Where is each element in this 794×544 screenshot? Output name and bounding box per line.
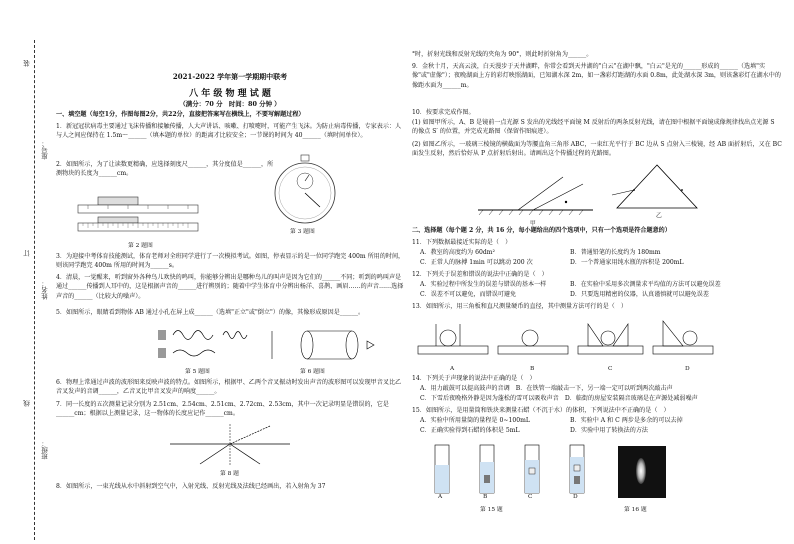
- figure-jia-label: 甲: [530, 221, 536, 227]
- question-4: 4．清晨，一觉醒来，听到窗外各种鸟儿欢快的鸣叫，你能够分辨出是哪种鸟儿的叫声是因为它们的______不同；听到的鸣叫声是通过______传播到人耳中的，这是根据声音的______进行辨别的；随着中学生体育中分辨出杨洋、喜鹊、画眉……的声音……选择声音的______（比较大的噪声）。: [56, 274, 404, 300]
- binding-char-1: 装: [23, 60, 31, 67]
- question-12-option-b: B．在实验中采用多次测量求平均值的方法可以避免误差: [570, 281, 721, 288]
- question-1: 1．新冠冠状病毒主要通过飞沫传播和接触传播，人大声讲话、咳嗽、打喷嚏时，可能产生飞沫。为防止病毒传播，专家表示：人与人之间应保持在 1.5m～______（填本题的单位）的距离才比较安全；一节课的时间为 40______（填时间单位）。: [56, 123, 402, 140]
- figure-8-refraction: [170, 424, 290, 466]
- question-14: 14．下列关于声现象的说法中正确的是（ ）: [412, 375, 536, 382]
- question-11-option-c: C．正常人的脉搏 1min 可以跳动 200 次: [420, 259, 533, 266]
- question-6: 6．物理上常通过声波的波形图来反映声波的特点。如图所示，根据甲、乙两个音叉振动时发出声音的波形图可以发现甲音叉比乙音叉发声的音调______，乙音叉比甲音叉发声的响度______。: [56, 379, 402, 396]
- figure-13-label-c: C: [608, 366, 613, 372]
- question-14-options-ab: A．用力敲鼓可以提高鼓声的音调 B．在铁管一端敲击一下，另一端一定可以听到两次敲击声: [420, 385, 673, 392]
- figure-2-caption: 第 2 题图: [128, 243, 153, 249]
- figure-15-caption: 第 15 题: [480, 507, 503, 513]
- question-15-option-c: C．正确实验得到石蜡的体积是 5mL: [420, 427, 520, 434]
- figure-15-cylinders: [425, 440, 605, 502]
- question-11-option-d: D．一个普通家用纯水瓶的容积是 200mL: [570, 259, 684, 266]
- exam-meta: （满分：70 分 时间：80 分钟 ）: [179, 100, 281, 108]
- figure-13-coins: [418, 316, 718, 364]
- figure-13-label-b: B: [530, 366, 535, 372]
- question-12-option-c: C．误差不可以避免，而错误可避免: [420, 291, 517, 298]
- question-5: 5．如图所示，眼睛看到物体 AB 通过小孔在屏上成______（选填"正立"或"倒立"）的像，其像形成原因是______。: [56, 309, 365, 316]
- figure-5-waveforms: [158, 326, 278, 364]
- question-11: 11．下列数据最接近实际的是（ ）: [412, 239, 512, 246]
- question-10-part1: (1) 如图甲所示，A、B 是镜前一点光源 S 发出的光线经平面镜 M 反射后的两条反射光线，请在图中根据平面镜成像规律找出点光源 S 的像点 S′ 的位置，并完成光路图（保留作图痕迹）。: [412, 119, 777, 136]
- question-9: 9．金秋十月，天高云淡，白天漫步于天井湖畔，你常会看到天井湖的"白云"在湖中飘，"白云"是光的______形成的______（选填"实像"或"虚像"）；夜晚湖面上方的彩灯映照湖面，已知湖水深 2m，如一盏彩灯距湖的水面 0.8m，此处湖水深 3m，则该盏彩灯在湖水中的像距水面为______m。: [412, 63, 781, 89]
- figure-15-label-a: A: [438, 494, 443, 500]
- figure-15-label-c: C: [528, 494, 533, 500]
- figure-yi-label: 乙: [656, 213, 662, 219]
- figure-3-caption: 第 3 题图: [290, 229, 315, 235]
- section2-heading: 二、选择题（每个题 2 分，共 16 分，每小题给出的四个选项中，只有一个选项是符合题意的）: [412, 227, 671, 234]
- seat-label: 座号：: [41, 140, 49, 160]
- binding-line: [34, 40, 35, 540]
- question-15-option-a: A．实验中所用量筒的量程是 0~100mL: [420, 417, 530, 424]
- figure-6-pinhole: [262, 326, 382, 364]
- question-3: 3．为迎接中考体育技能测试，体育老师对全班同学进行了一次模拟考试。如图，停表显示的是一位同学跑完 400m 所用的时间，则该同学跑完 400m 所用的时间为______s。: [56, 253, 405, 270]
- question-8: 8．如图所示，一束光线从水中斜射到空气中，入射光线、反射光线及法线已经画出，若入射角为 37: [56, 483, 326, 490]
- question-12-option-d: D．只要选用精密的仪器，认真谨慎就可以避免误差: [570, 291, 709, 298]
- figure-16-caption: 第 16 题: [624, 507, 647, 513]
- figure-8-caption: 第 8 题: [220, 471, 239, 477]
- figure-13-label-a: A: [450, 366, 455, 372]
- exam-header: 2021-2022 学年第一学期期中联考: [172, 72, 288, 81]
- question-7: 7．同一长度的五次测量记录分别为 2.51cm、2.54cm、2.51cm、2.72cm、2.53cm，其中一次记录明显是错误的，它是______cm；根据以上测量记录，这一物体的长度应记作______cm。: [56, 401, 389, 418]
- question-8-continued: °时，折射光线和反射光线的夹角为 90°，则此时折射角为______。: [412, 51, 593, 58]
- question-15: 15．如图所示，是用量筒和铁块来测量石蜡（不沉于水）的体积，下列说法中不正确的是（ ）: [412, 407, 670, 414]
- question-15-option-b: B．实验中 A 和 C 两步是多余的可以去掉: [570, 417, 683, 424]
- question-12-option-a: A．实验过程中所发生的误差与错误的基本一样: [420, 281, 547, 288]
- question-2: 2．如图所示，为了让读数更精确，应选择刻度尺______，其分度值是______，所测物块的长度为______cm。: [56, 161, 274, 178]
- figure-16-photo: [618, 446, 666, 498]
- question-14-options-cd: C．下雪后夜晚格外静是因为蓬松的雪可以吸收声音 D．临街的房屋安装隔音玻璃是在声源处减弱噪声: [420, 395, 698, 402]
- binding-char-2: 订: [23, 250, 31, 257]
- figure-mirror-jia: [478, 172, 598, 217]
- question-10-part2: (2) 如图乙所示，一玻璃三棱镜的横截面为等腰直角三角形 ABC，一束红光平行于 BC 边从 S 点射入三棱镜，经 AB 面折射后，又在 BC 面发生反射，然后恰好从 P 点折射后射出。请画出这个传播过程的光路图。: [412, 141, 784, 158]
- question-12: 12．下列关于误差和错误的说法中正确的是（ ）: [412, 271, 548, 278]
- section1-heading: 一、填空题（每空1分，作图每图2分，共22分，直接把答案写在横线上，不要写解题过程）: [56, 111, 305, 118]
- question-13: 13．如图所示，用三角板和直尺测量硬币的直径，其中测量方法可行的是（ ）: [412, 303, 627, 310]
- question-11-option-a: A．教室的高度约为 60dm²: [420, 249, 495, 256]
- exam-title: 八 年 级 物 理 试 题: [189, 89, 271, 99]
- figure-5-caption: 第 5 题图: [185, 369, 210, 375]
- name-label: 姓名：: [41, 280, 49, 300]
- class-label: 班级：: [41, 440, 49, 460]
- question-10: 10．按要求完成作图。: [412, 109, 475, 116]
- question-15-option-d: D．实验中用了转换法的方法: [570, 427, 649, 434]
- figure-prism-yi: [612, 160, 702, 215]
- figure-3-stopwatch: [270, 155, 340, 225]
- binding-char-3: 线: [23, 400, 31, 407]
- figure-6-caption: 第 6 题图: [300, 369, 325, 375]
- figure-2-rulers: [78, 195, 208, 235]
- question-11-option-b: B．普通铅笔的长度约为 180mm: [570, 249, 661, 256]
- figure-15-label-d: D: [573, 494, 578, 500]
- figure-13-label-d: D: [685, 366, 690, 372]
- figure-15-label-b: B: [483, 494, 488, 500]
- flame-icon: [636, 458, 646, 484]
